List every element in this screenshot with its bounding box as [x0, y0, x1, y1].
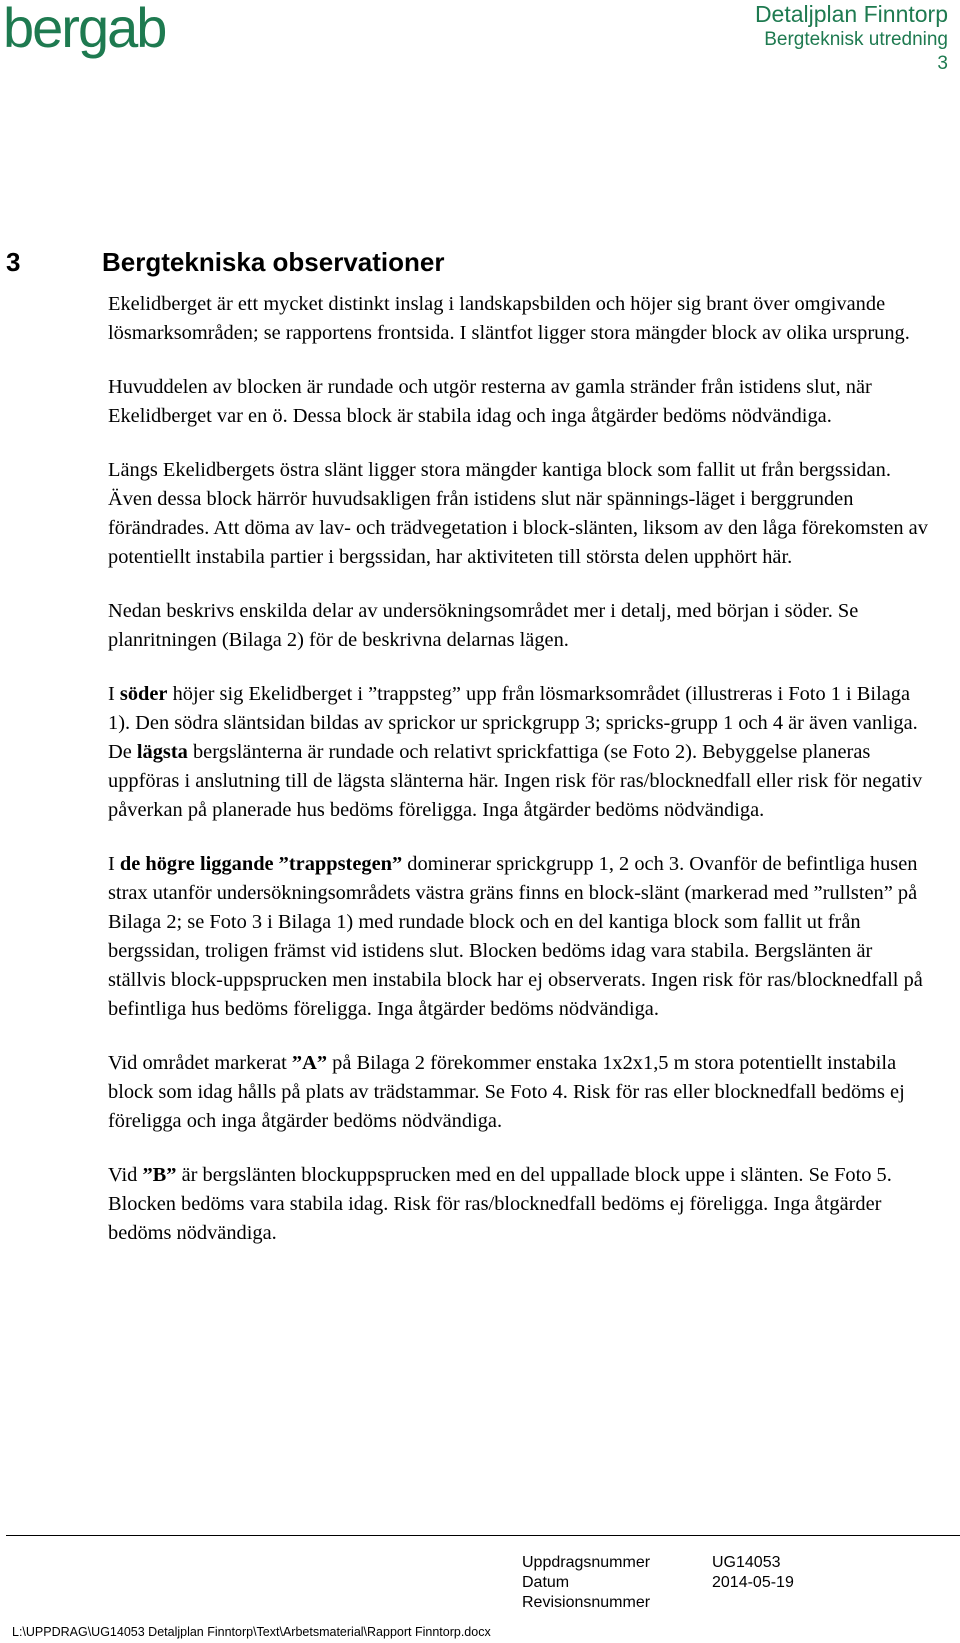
- text-run: I: [108, 683, 120, 705]
- file-path: L:\UPPDRAG\UG14053 Detaljplan Finntorp\Text\Arbetsmaterial\Rapport Finntorp.docx: [12, 1625, 491, 1639]
- text-run: Vid: [108, 1164, 143, 1186]
- section-heading: [6, 247, 444, 277]
- text-run: Längs Ekelidbergets östra slänt ligger stora mängder kantiga block som fallit ut från bergssidan. Även dessa block härrör huvudsakligen från istidens slut när spännings-läget i berggrunden förändrades. Att döma av lav- och trädvegetation i block-slänten, liksom av den låga förekomsten av potentiellt instabila partier i bergssidan, har aktiviteten till största delen upphört här.: [108, 459, 928, 568]
- bold-text: söder: [119, 683, 168, 705]
- meta-row: [522, 1553, 794, 1573]
- page-number: 3: [937, 53, 948, 74]
- text-run: på Bilaga 2 förekommer enstaka 1x2x1,5 m stora potentiellt instabila block som idag hålls på plats av trädstammar. Se Foto 4. Risk för ras eller blocknedfall bedöms ej föreligga och inga åtgärder bedöms nödvändiga.: [108, 1052, 905, 1132]
- text-run: Ekelidberget är ett mycket distinkt inslag i landskapsbilden och höjer sig brant över omgivande lösmarksområden; se rapportens frontsida. I släntfot ligger stora mängder block av olika ursprung.: [108, 293, 910, 344]
- paragraph: [108, 290, 928, 348]
- meta-value: UG14053: [712, 1554, 781, 1571]
- paragraph: [108, 1049, 928, 1136]
- paragraph: [108, 597, 928, 655]
- text-run: bergslänterna är rundade och relativt sprickfattiga (se Foto 2). Bebyggelse planeras uppföras i anslutning till de lägsta slänterna här. Ingen risk för ras/blocknedfall eller risk för negativ påverkan på planerade hus bedöms föreligga. Inga åtgärder bedöms nödvändiga.: [108, 741, 923, 821]
- meta-row: [522, 1573, 794, 1593]
- paragraph: [108, 456, 928, 572]
- document-title: Detaljplan Finntorp: [754, 1, 948, 27]
- company-logo: bergab: [3, 0, 166, 59]
- text-run: dominerar sprickgrupp 1, 2 och 3. Ovanför de befintliga husen strax utanför undersökningsområdets västra gräns finns en block-slänt (markerad med ”rullsten” på Bilaga 2; se Foto 3 i Bilaga 1) med rundade block och en del kantiga block som fallit ut från bergssidan, troligen främst vid istidens slut. Blocken bedöms idag vara stabila. Bergslänten är ställvis block-uppsprucken men instabila block har ej observerats. Ingen risk för ras/blocknedfall på befintliga hus bedöms föreligga. Inga åtgärder bedöms nödvändiga.: [108, 853, 923, 1020]
- text-run: Nedan beskrivs enskilda delar av undersökningsområdet mer i detalj, med början i söder. Se planritningen (Bilaga 2) för de beskrivna delarnas lägen.: [108, 600, 859, 651]
- text-run: Huvuddelen av blocken är rundade och utgör resterna av gamla stränder från istidens slut, när Ekelidberget var en ö. Dessa block är stabila idag och inga åtgärder bedöms nödvändiga.: [108, 376, 872, 427]
- text-run: Vid området markerat: [108, 1052, 292, 1074]
- document-metadata: [522, 1553, 794, 1613]
- section-title: Bergtekniska observationer: [102, 247, 445, 277]
- meta-label: Datum: [522, 1574, 570, 1591]
- meta-value: 2014-05-19: [712, 1574, 794, 1591]
- text-run: I: [108, 853, 120, 875]
- text-run: höjer sig Ekelidberget i ”trappsteg” upp från lösmarksområdet (illustreras i Foto 1 i Bilaga 1). Den södra släntsidan bildas av sprickor ur sprickgrupp 3; spricks-grupp 1 och 4 är även vanliga. De: [108, 683, 918, 763]
- bold-text: ”B”: [142, 1164, 177, 1186]
- paragraph: [108, 680, 928, 825]
- text-run: är bergslänten blockuppsprucken med en del uppallade block uppe i slänten. Se Foto 5. Blocken bedöms vara stabila idag. Risk för ras/blocknedfall bedöms ej föreligga. Inga åtgärder bedöms nödvändiga.: [108, 1164, 892, 1244]
- body-text: [108, 290, 928, 1273]
- document-subtitle: Bergteknisk utredning: [764, 29, 948, 50]
- section-number: 3: [6, 247, 21, 277]
- footer-divider: [6, 1535, 960, 1536]
- bold-text: de högre liggande ”trappstegen”: [119, 853, 403, 875]
- meta-row: [522, 1593, 794, 1613]
- bold-text: ”A”: [291, 1052, 328, 1074]
- paragraph: [108, 850, 928, 1024]
- meta-label: Uppdragsnummer: [522, 1554, 651, 1571]
- document-header: [755, 0, 948, 76]
- bold-text: lägsta: [136, 741, 188, 763]
- meta-label: Revisionsnummer: [522, 1594, 651, 1611]
- paragraph: [108, 373, 928, 431]
- paragraph: [108, 1161, 928, 1248]
